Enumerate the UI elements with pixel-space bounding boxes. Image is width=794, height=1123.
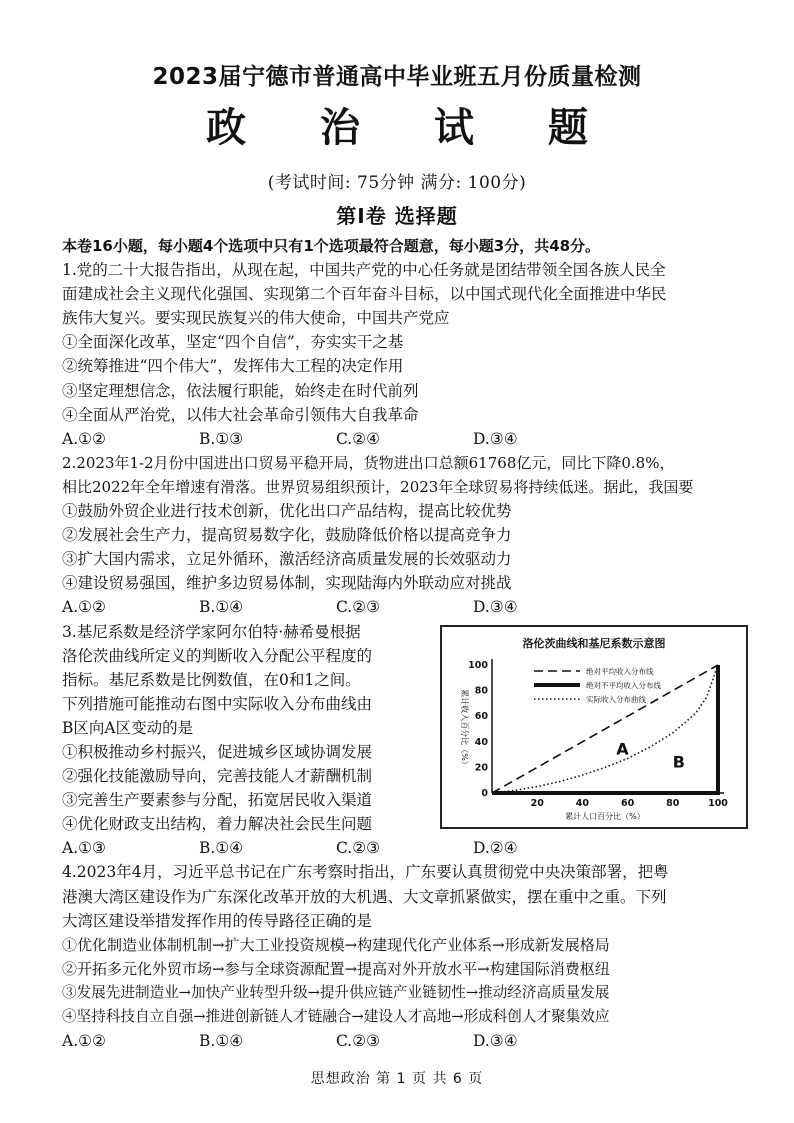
q2-option-d: D.③④ [473,598,518,617]
x-axis-label: 累计人口百分比（%） [565,812,645,821]
section-title: 第Ⅰ卷 选择题 [336,204,458,228]
q1-option-d: D.③④ [473,429,518,448]
q3-item-2: ②强化技能激励导向，完善技能人才薪酬机制 [62,767,373,786]
q3-stem-3: 指标。基尼系数是比例数值，在0和1之间。 [62,670,361,689]
q4-stem-2: 港澳大湾区建设作为广东深化改革开放的大机遇、大文章抓紧做实，摆在重中之重。下列 [62,887,667,906]
lorenz-chart [440,625,748,829]
q1-item-3: ③坚定理想信念，依法履行职能，始终走在时代前列 [62,381,419,400]
q4-item-2: ②开拓多元化外贸市场→参与全球资源配置→提高对外开放水平→构建国际消费枢纽 [62,959,610,978]
chart-title: 洛伦茨曲线和基尼系数示意图 [522,637,666,650]
lorenz-chart-svg [442,627,746,827]
q1-options [62,427,746,451]
region-a-label: A [616,739,629,759]
legend-label: 实际收入分布曲线 [586,695,646,704]
exam-header: 2023届宁德市普通高中毕业班五月份质量检测 [152,64,642,90]
q4-stem-1: 4.2023年4月，习近平总书记在广东考察时指出，广东要认真贯彻党中央决策部署，把粤 [62,863,669,882]
q2-stem-1: 2.2023年1-2月份中国进出口贸易平稳开局，货物进出口总额61768亿元，同比下降0.8%， [62,453,675,472]
q4-option-b: B.①④ [199,1032,244,1051]
q1-item-2: ②统筹推进“四个伟大”，发挥伟大工程的决定作用 [62,357,404,376]
q1-item-4: ④全面从严治党，以伟大社会革命引领伟大自我革命 [62,405,419,424]
q3-stem-1: 3.基尼系数是经济学家阿尔伯特·赫希曼根据 [62,622,361,641]
exam-info: (考试时间: 75分钟 满分: 100分) [267,173,527,193]
q3-option-a: A.①③ [62,839,106,858]
q3-stem-2: 洛伦茨曲线所定义的判断收入分配公平程度的 [62,646,373,665]
q2-item-4: ④建设贸易强国，维护多边贸易体制，实现陆海内外联动应对挑战 [62,574,512,593]
q1-item-1: ①全面深化改革，坚定“四个自信”，夯实实干之基 [62,333,404,352]
q1-option-c: C.②④ [336,429,381,448]
q2-option-b: B.①④ [199,598,244,617]
q3-options [62,836,746,860]
region-b-label: B [672,752,686,772]
y-axis-label: 累计收入百分比（%） [460,689,469,769]
q1-option-a: A.①② [62,429,106,448]
q2-item-3: ③扩大国内需求，立足外循环，激活经济高质量发展的长效驱动力 [62,550,512,569]
exam-title: 政 治 试 题 [206,105,618,151]
q4-options [62,1029,746,1053]
q3-option-c: C.②③ [336,839,381,858]
q3-item-3: ③完善生产要素参与分配，拓宽居民收入渠道 [62,791,373,810]
q1-stem-1: 1.党的二十大报告指出，从现在起，中国共产党的中心任务就是团结带领全国各族人民全 [62,261,666,280]
q2-option-a: A.①② [62,598,106,617]
q3-item-4: ④优化财政支出结构，着力解决社会民生问题 [62,815,373,834]
x-tick-label: 20 [530,798,544,809]
y-tick-label: 40 [474,736,488,748]
q2-stem-2: 相比2022年全年增速有滑落。世界贸易组织预计，2023年全球贸易将持续低迷。据此，我国要 [62,477,694,496]
q3-stem-5: B区向A区变动的是 [62,718,194,737]
q1-stem-2: 面建成社会主义现代化强国、实现第二个百年奋斗目标，以中国式现代化全面推进中华民 [62,285,667,304]
q3-option-b: B.①④ [199,839,244,858]
q2-option-c: C.②③ [336,598,381,617]
page-footer: 思想政治 第 1 页 共 6 页 [310,1071,484,1087]
q4-stem-3: 大湾区建设举措发挥作用的传导路径正确的是 [62,911,373,930]
legend-label: 绝对不平均收入分布线 [586,681,661,690]
y-tick-label: 0 [481,788,488,799]
q3-stem-4: 下列措施可能推动右图中实际收入分布曲线由 [62,694,373,713]
q2-item-1: ①鼓励外贸企业进行技术创新，优化出口产品结构，提高比较优势 [62,502,512,521]
q3-item-1: ①积极推动乡村振兴，促进城乡区域协调发展 [62,742,373,761]
q1-stem-3: 族伟大复兴。要实现民族复兴的伟大使命，中国共产党应 [62,309,450,328]
q4-item-4: ④坚持科技自立自强→推进创新链人才链融合→建设人才高地→形成科创人才聚集效应 [62,1008,610,1025]
q4-option-d: D.③④ [473,1032,518,1051]
instructions: 本卷16小题，每小题4个选项中只有1个选项最符合题意，每小题3分，共48分。 [62,237,601,255]
q4-item-1: ①优化制造业体制机制→扩大工业投资规模→构建现代化产业体系→形成新发展格局 [62,935,610,954]
x-tick-label: 60 [620,798,635,809]
q1-option-b: B.①③ [199,429,244,448]
legend-label: 绝对平均收入分布线 [586,667,654,676]
q2-item-2: ②发展社会生产力，提高贸易数字化，鼓励降低价格以提高竞争力 [62,526,512,545]
q4-item-3: ③发展先进制造业→加快产业转型升级→提升供应链产业链韧性→推动经济高质量发展 [62,983,610,1001]
y-tick-label: 100 [468,660,488,671]
y-tick-label: 80 [474,685,488,697]
x-tick-label: 80 [666,798,680,809]
q4-option-c: C.②③ [336,1032,381,1051]
x-tick-label: 40 [575,798,590,809]
y-tick-label: 60 [474,711,488,723]
q2-options [62,595,746,619]
y-tick-label: 20 [474,762,488,774]
q3-option-d: D.②④ [473,839,518,858]
q4-option-a: A.①② [62,1032,106,1051]
x-tick-label: 100 [708,798,728,809]
